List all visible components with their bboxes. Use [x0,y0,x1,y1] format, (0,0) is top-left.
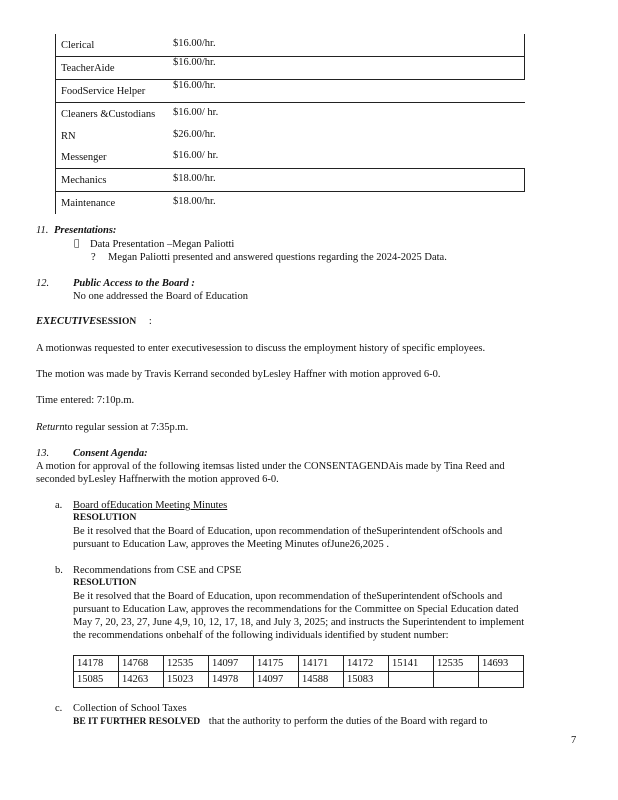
table-row [55,192,525,214]
executive-motion: A motionwas requested to enter executivesession to discuss the employment history of specific employees. [36,343,486,354]
time-entered: Time entered: 7:10p.m. [36,395,135,406]
section-heading-public-access: Public Access to the Board : [73,278,195,289]
student-number: 12535 [164,656,209,672]
table-row [55,169,525,192]
resolution-text: pursuant to Education Law, approves the recommendations for the Committee on Special Education dated [73,604,519,615]
table-row [55,103,525,125]
section-number: 13. [36,448,50,459]
job-title: Messenger [61,152,107,164]
item-letter: c. [55,703,63,714]
consent-motion-line: A motion for approval of the following itemsas listed under the CONSENTAGENDAis made by Tina Reed and [36,461,505,472]
student-number: 12535 [434,656,479,672]
student-number: 14172 [344,656,389,672]
student-number: 14175 [254,656,299,672]
student-number: 15023 [164,672,209,688]
presentation-note: Megan Paliotti presented and answered questions regarding the 2024-2025 Data. [108,252,447,263]
table-row [74,672,524,688]
hourly-rate: $16.00/ hr. [173,150,219,162]
resolution-text: Be it resolved that the Board of Education, upon recommendation of theSuperintendent ofSchools and [73,591,503,602]
student-number: 14263 [119,672,164,688]
table-row [55,146,525,169]
job-title: RN [61,130,76,142]
student-number: 14178 [74,656,119,672]
presentation-item: Data Presentation –Megan Paliotti [90,239,235,250]
resolution-text: BE IT FURTHER RESOLVED that the authority to perform the duties of the Board with regard to [73,716,488,727]
resolution-text: May 7, 20, 23, 27, June 4,9, 10, 12, 17, 18, and July 3, 2025; and instructs the Superintendent to implement [73,617,525,628]
student-number: 14978 [209,672,254,688]
job-title: Clerical [61,40,95,51]
section-number: 12. [36,278,50,289]
student-number [389,672,434,688]
resolution-text: Be it resolved that the Board of Education, upon recommendation of theSuperintendent ofSchools and [73,526,503,537]
wage-table [55,34,525,214]
hourly-rate: $16.00/ hr. [173,106,219,118]
hourly-rate: $16.00/hr. [173,38,216,49]
student-number: 15141 [389,656,434,672]
student-number: 14171 [299,656,344,672]
executive-motion-vote: The motion was made by Travis Kerrand seconded byLesley Haffner with motion approved 6-0. [36,369,441,380]
student-number: 15083 [344,672,389,688]
table-row [55,80,525,103]
hourly-rate: $18.00/hr. [173,173,216,185]
bullet-icon [74,239,79,249]
section-heading-presentations: Presentations: [54,225,117,236]
job-title: Maintenance [61,198,116,210]
table-row [55,34,525,57]
resolution-label: RESOLUTION [73,578,137,588]
table-row [55,57,525,80]
section-heading-consent-agenda: Consent Agenda: [73,448,148,459]
job-title: Mechanics [61,175,107,187]
table-row [74,656,524,672]
return-session: Returnto regular session at 7:35p.m. [36,422,189,433]
page-number: 7 [571,735,577,746]
student-number [434,672,479,688]
job-title: FoodService Helper [61,85,146,97]
item-title-minutes: Board ofEducation Meeting Minutes [73,500,228,511]
consent-motion-line: seconded byLesley Haffnerwith the motion approved 6-0. [36,474,279,485]
student-number: 14588 [299,672,344,688]
item-letter: a. [55,500,63,511]
section-heading-executive-session: EXECUTIVESESSION : [36,316,152,327]
section-number: 11. [36,225,49,236]
resolution-text: pursuant to Education Law, approves the Meeting Minutes ofJune26,2025 . [73,539,390,550]
student-number [479,672,524,688]
resolution-label: RESOLUTION [73,513,137,523]
student-number: 14097 [254,672,299,688]
item-title-recommendations: Recommendations from CSE and CPSE [73,565,242,576]
resolution-text: the recommendations onbehalf of the following individuals identified by student number: [73,630,449,641]
hourly-rate: $18.00/hr. [173,196,216,208]
hourly-rate: $26.00/hr. [173,128,216,140]
student-number: 14097 [209,656,254,672]
student-number-table [73,655,524,688]
hourly-rate: $16.00/hr. [173,79,216,91]
job-title: TeacherAide [61,62,115,74]
item-title-school-taxes: Collection of School Taxes [73,703,187,714]
table-row [55,125,525,147]
item-letter: b. [55,565,63,576]
student-number: 14768 [119,656,164,672]
job-title: Cleaners &Custodians [61,108,156,120]
sub-bullet-icon: ? [91,252,96,263]
hourly-rate: $16.00/hr. [173,56,216,68]
student-number: 15085 [74,672,119,688]
public-access-text: No one addressed the Board of Education [73,291,248,302]
student-number: 14693 [479,656,524,672]
